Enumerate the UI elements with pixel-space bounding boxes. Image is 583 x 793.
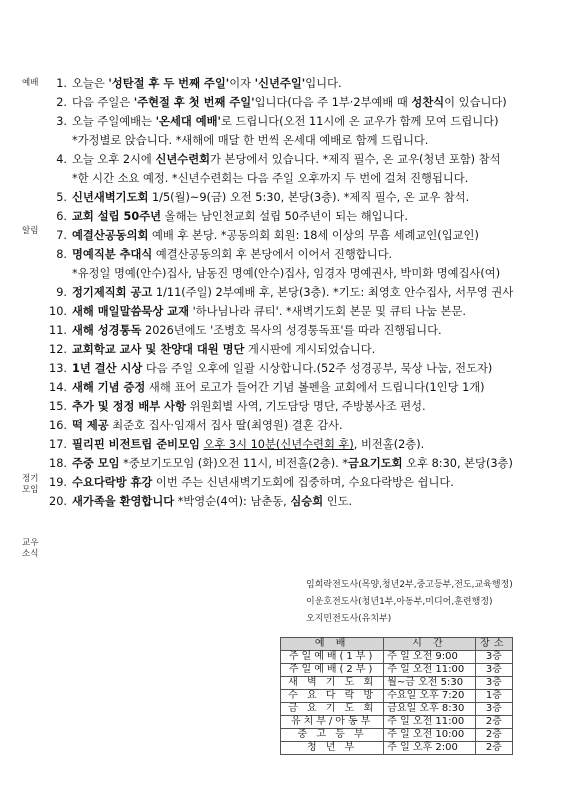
schedule-worship: 중 고 등 부 [281, 729, 384, 742]
schedule-row [281, 703, 513, 716]
schedule-worship: 금 요 기 도 회 [281, 703, 384, 716]
item-text: 수요다락방 휴강 이번 주는 신년새벽기도회에 집중하며, 수요다락방은 쉽니다. [72, 476, 454, 489]
announcement-list [48, 74, 578, 511]
announcement-item [48, 93, 578, 112]
schedule-row [281, 729, 513, 742]
announcement-item [48, 473, 578, 492]
schedule-row [281, 716, 513, 729]
category-label: 예배 [22, 78, 39, 88]
schedule-time: 수요일 오후 7:20 [384, 690, 475, 703]
worship-schedule-table [280, 637, 513, 755]
item-text: 필리핀 비전트립 준비모임 오후 3시 10분(신년수련회 후), 비전홀(2층). [72, 438, 425, 451]
item-continuation: *가정별로 앉습니다. *새해에 매달 한 번씩 온세대 예배로 함께 드립니다. [72, 134, 429, 147]
schedule-worship: 유치부/아동부 [281, 716, 384, 729]
schedule-time: 주 일 오전 9:00 [384, 651, 475, 664]
item-text: 1년 결산 시상 다음 주일 오후에 일괄 시상합니다.(52주 성경공부, 묵상 나눔, 전도자) [72, 362, 493, 375]
item-number: 14. [49, 381, 67, 394]
announcement-item [48, 226, 578, 245]
item-text: 새해 기념 증정 새해 표어 로고가 들어간 기념 볼펜을 교회에서 드립니다(1인당 1개) [72, 381, 485, 394]
announcement-item [48, 397, 578, 416]
staff-line: 임희락전도사(목양,청년2부,중고등부,전도,교육행정) [306, 580, 513, 590]
announcement-item [48, 378, 578, 397]
category-label: 알림 [22, 226, 39, 236]
schedule-time: 금요일 오후 8:30 [384, 703, 475, 716]
schedule-time: 주 일 오전 11:00 [384, 716, 475, 729]
item-text: 새해 매일말씀묵상 교재 '하나님나라 큐티'. *새벽기도회 본문 및 큐티 나눔 본문. [72, 305, 466, 318]
item-number: 3. [56, 115, 67, 128]
item-text: 오늘 오후 2시에 신년수련회가 본당에서 있습니다. *제직 필수, 온 교우(청년 포함) 참석 *한 시간 소요 예정. *신년수련회는 다음 주일 오후까지 두 번에 걸쳐 진행됩니다. [72, 150, 578, 188]
schedule-worship: 새 벽 기 도 회 [281, 677, 384, 690]
schedule-time: 주 일 오전 10:00 [384, 729, 475, 742]
staff-list [306, 577, 513, 628]
announcement-item [48, 283, 578, 302]
announcement-item [48, 150, 578, 188]
schedule-worship: 주일예배(2부) [281, 664, 384, 677]
announcement-item [48, 207, 578, 226]
announcement-item [48, 112, 578, 150]
item-text: 새해 성경통독 2026년에도 '조병호 목사의 성경통독표'를 따라 진행됩니다. [72, 324, 442, 337]
item-continuation: *한 시간 소요 예정. *신년수련회는 다음 주일 오후까지 두 번에 걸쳐 진행됩니다. [72, 172, 469, 185]
schedule-time: 주 일 오전 11:00 [384, 664, 475, 677]
header-place: 장소 [475, 638, 512, 651]
schedule-place: 3층 [475, 651, 512, 664]
category-label: 교우 소식 [22, 538, 39, 559]
item-number: 13. [49, 362, 67, 375]
item-number: 5. [56, 191, 67, 204]
staff-line: 오지민전도사(유치부) [306, 614, 392, 624]
announcement-item [48, 454, 578, 473]
announcement-item [48, 416, 578, 435]
schedule-row [281, 677, 513, 690]
item-number: 2. [56, 96, 67, 109]
announcement-item [48, 492, 578, 511]
schedule-time: 주 일 오후 2:00 [384, 742, 475, 755]
header-time: 시 간 [384, 638, 475, 651]
item-text: 예결산공동의회 예배 후 본당. *공동의회 회원: 18세 이상의 무흠 세례교인(입교인) [72, 229, 479, 242]
item-text: 떡 제공 최준호 집사·임재서 집사 딸(최영원) 결혼 감사. [72, 419, 343, 432]
category-label: 정기 모임 [22, 474, 39, 495]
item-number: 6. [56, 210, 67, 223]
item-number: 20. [49, 495, 67, 508]
item-number: 16. [49, 419, 67, 432]
item-number: 10. [49, 305, 67, 318]
announcement-item [48, 302, 578, 321]
schedule-place: 2층 [475, 742, 512, 755]
item-text: 주중 모임 *중보기도모임 (화)오전 11시, 비전홀(2층). *금요기도회 오후 8:30, 본당(3층) [72, 457, 513, 470]
schedule-row [281, 651, 513, 664]
item-number: 12. [49, 343, 67, 356]
item-text: 새가족을 환영합니다 *박영순(4여): 남춘동, 심승희 인도. [72, 495, 353, 508]
schedule-place: 3층 [475, 664, 512, 677]
item-number: 7. [56, 229, 67, 242]
staff-line: 이운호전도사(청년1부,아동부,미디어,훈련행정) [306, 597, 493, 607]
item-text: 정기제직회 공고 1/11(주일) 2부예배 후, 본당(3층). *기도: 최영호 안수집사, 서무영 권사 [72, 286, 514, 299]
announcement-item [48, 188, 578, 207]
schedule-worship: 청 년 부 [281, 742, 384, 755]
item-continuation: *유정일 명예(안수)집사, 남동진 명예(안수)집사, 임경자 명예권사, 박미화 명예집사(여) [72, 267, 501, 280]
item-text: 오늘은 '성탄절 후 두 번째 주일'이자 '신년주일'입니다. [72, 77, 342, 90]
schedule-place: 2층 [475, 729, 512, 742]
schedule-place: 1층 [475, 690, 512, 703]
schedule-worship: 주일예배(1부) [281, 651, 384, 664]
schedule-place: 3층 [475, 703, 512, 716]
item-number: 11. [49, 324, 67, 337]
item-number: 19. [49, 476, 67, 489]
item-text: 다음 주일은 '주현절 후 첫 번째 주일'입니다(다음 주 1부·2부예배 때 성찬식이 있습니다) [72, 96, 507, 109]
schedule-row [281, 664, 513, 677]
item-number: 18. [49, 457, 67, 470]
schedule-row [281, 742, 513, 755]
schedule-worship: 수 요 다 락 방 [281, 690, 384, 703]
item-number: 1. [56, 77, 67, 90]
schedule-row [281, 690, 513, 703]
item-text: 명예직분 추대식 예결산공동의회 후 본당에서 이어서 진행합니다. *유정일 명예(안수)집사, 남동진 명예(안수)집사, 임경자 명예권사, 박미화 명예집사(여) [72, 245, 578, 283]
schedule-place: 3층 [475, 677, 512, 690]
schedule-place: 2층 [475, 716, 512, 729]
announcement-item [48, 245, 578, 283]
announcement-item [48, 435, 578, 454]
item-text: 교회 설립 50주년 올해는 남인천교회 설립 50주년이 되는 해입니다. [72, 210, 408, 223]
item-number: 15. [49, 400, 67, 413]
item-text: 추가 및 정정 배부 사항 위원회별 사역, 기도담당 명단, 주방봉사조 편성. [72, 400, 426, 413]
announcement-item [48, 359, 578, 378]
announcement-item [48, 74, 578, 93]
announcement-item [48, 321, 578, 340]
announcement-item [48, 340, 578, 359]
item-number: 4. [56, 153, 67, 166]
item-number: 8. [56, 248, 67, 261]
item-text: 교회학교 교사 및 찬양대 대원 명단 게시판에 게시되었습니다. [72, 343, 376, 356]
item-text: 신년새벽기도회 1/5(월)~9(금) 오전 5:30, 본당(3층). *제직 필수, 온 교우 참석. [72, 191, 470, 204]
item-number: 9. [56, 286, 67, 299]
item-number: 17. [49, 438, 67, 451]
header-worship: 예 배 [281, 638, 384, 651]
item-text: 오늘 주일예배는 '온세대 예배'로 드립니다(오전 11시에 온 교우가 함께 모여 드립니다) *가정별로 앉습니다. *새해에 매달 한 번씩 온세대 예배로 함께 드립니다. [72, 112, 578, 150]
schedule-header-row [281, 638, 513, 651]
schedule-time: 월~금 오전 5:30 [384, 677, 475, 690]
